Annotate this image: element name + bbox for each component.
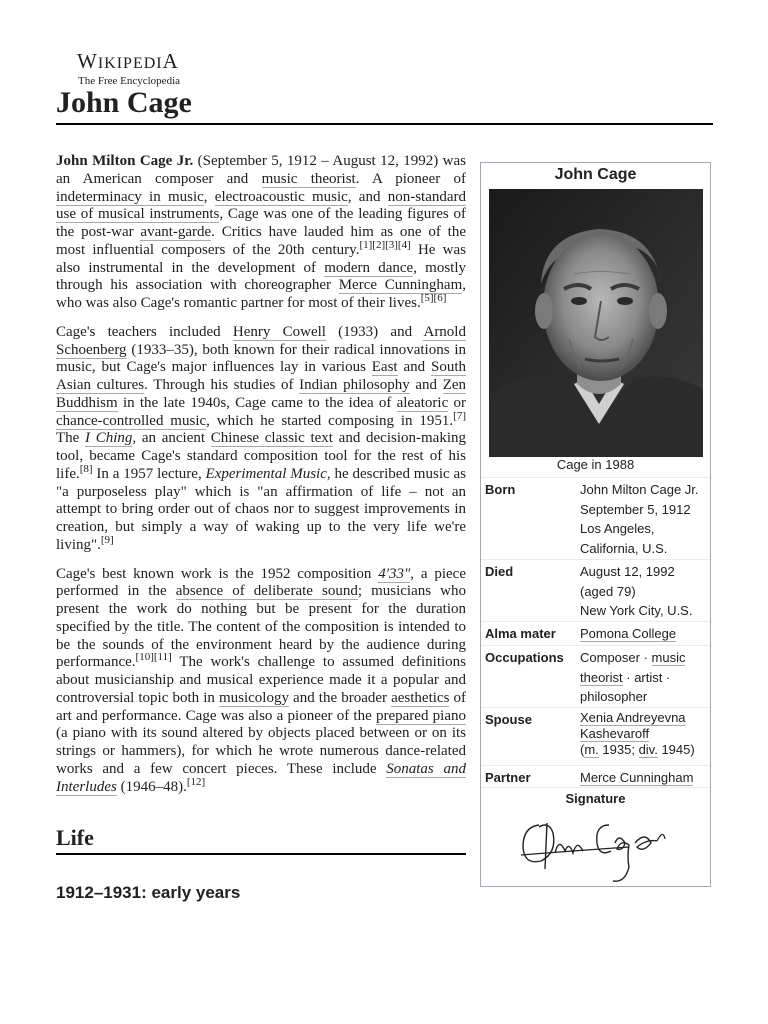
link-chance-controlled-music[interactable]: chance-controlled music <box>56 412 207 429</box>
link-absence-of-sound[interactable]: absence of deliberate sound <box>175 583 358 600</box>
wikipedia-tagline: The Free Encyclopedia <box>78 75 181 87</box>
link-indian-philosophy[interactable]: Indian philosophy <box>299 377 410 393</box>
abbr-married[interactable]: m. <box>584 742 599 757</box>
infobox-row-spouse <box>481 707 710 766</box>
link-merce-cunningham[interactable]: Merce Cunningham <box>338 277 463 294</box>
alma-mater-value <box>580 624 708 644</box>
citation-ref[interactable]: [7] <box>453 409 466 422</box>
alma-mater-label: Alma mater <box>485 626 556 641</box>
link-i-ching[interactable]: I Ching <box>85 430 133 447</box>
spouse-value: Xenia Andreyevna Kashevaroff (m. 1935; div. 1945) <box>580 710 695 757</box>
link-nonstandard-instruments[interactable]: non-standard use of musical instruments <box>56 188 467 223</box>
link-south-asian-cultures[interactable]: South Asian cultures <box>56 359 466 393</box>
infobox-row-born <box>481 477 710 560</box>
citation-ref[interactable]: [9] <box>100 533 114 546</box>
occupations-label: Occupations <box>485 650 564 665</box>
infobox <box>480 162 711 887</box>
died-value: August 12, 1992 (aged 79) New York City, U.S. <box>580 564 693 618</box>
subject-name: John Milton Cage Jr. <box>56 153 194 169</box>
portrait-photo[interactable] <box>489 189 703 457</box>
link-arnold-schoenberg[interactable]: Arnold Schoenberg <box>56 323 466 358</box>
wikipedia-wordmark: WIKIPEDIA <box>77 49 179 73</box>
link-pomona-college[interactable]: Pomona College <box>580 626 677 641</box>
article-body <box>56 153 466 807</box>
spouse-label: Spouse <box>485 712 532 727</box>
link-aleatoric[interactable]: aleatoric <box>396 394 449 411</box>
photo-caption: Cage in 1988 <box>556 457 635 472</box>
page-title: John Cage <box>56 86 192 119</box>
infobox-title: John Cage <box>554 166 637 183</box>
infobox-row-partner <box>481 765 710 788</box>
infobox-row-occupations <box>481 645 710 708</box>
lecture-title: Experimental Music <box>205 465 327 482</box>
link-indeterminacy[interactable]: indeterminacy in music <box>56 188 204 205</box>
link-avant-garde[interactable]: avant-garde <box>140 224 212 240</box>
title-divider <box>56 123 713 125</box>
infobox-row-died <box>481 559 710 622</box>
section-heading-life: Life <box>56 825 94 850</box>
link-electroacoustic-music[interactable]: electroacoustic music <box>214 188 348 205</box>
link-merce-cunningham-infobox[interactable]: Merce Cunningham <box>580 770 694 785</box>
signature-image[interactable] <box>511 813 681 888</box>
link-xenia-kashevaroff[interactable]: Xenia Andreyevna Kashevaroff <box>580 710 686 741</box>
link-sonatas-and-interludes[interactable]: Sonatas and Interludes <box>56 760 466 795</box>
wikipedia-logo[interactable] <box>77 50 217 87</box>
born-value: John Milton Cage Jr. September 5, 1912 Los Angeles, California, U.S. <box>580 482 699 556</box>
subsection-heading-early-years: 1912–1931: early years <box>56 883 241 902</box>
link-chinese-classic-text[interactable]: Chinese classic text <box>210 430 333 447</box>
signature-heading: Signature <box>481 787 710 810</box>
partner-label: Partner <box>485 770 531 785</box>
link-musicology[interactable]: musicology <box>218 689 289 706</box>
link-modern-dance[interactable]: modern dance <box>324 259 414 276</box>
paragraph-433: Cage's best known work is the 1952 composition 4′33″, a piece performed in the absence of deliberate sound; musicians who present the work do nothing but be present for the duration specified by the title. The content of the composition is intended to be the sounds of the environment heard by the audience during performance.[10][11] The work's challenge to assumed definitions about musicianship and musical experience made it a popular and controversial topic both in musicology and the broader aesthetics of art and performance. Cage was also a pioneer of the prepared piano (a piano with its sound altered by objects placed between or on its strings or hammers), for which he wrote numerous dance-related works and a few concert pieces. These include Sonatas and Interludes (1946–48).[12] <box>56 565 466 795</box>
citation-ref[interactable]: [8] <box>79 462 93 475</box>
section-divider <box>56 853 466 855</box>
link-zen-buddhism[interactable]: Zen Buddhism <box>56 377 467 411</box>
born-label: Born <box>485 482 516 497</box>
lead-paragraph: John Milton Cage Jr. (September 5, 1912 – August 12, 1992) was an American composer and music theorist. A pioneer of indeterminacy in music, electroacoustic music, and non-standard use of musical instruments, Cage was one of the leading figures of the post-war avant-garde. Critics have lauded him as one of the most influential composers of the 20th century.[1][2][3][4] He was also instrumental in the development of modern dance, mostly through his association with choreographer Merce Cunningham, who was also Cage's romantic partner for most of their lives.[5][6] <box>56 153 467 311</box>
citation-ref[interactable]: [10][11] <box>135 651 172 664</box>
died-label: Died <box>485 564 514 579</box>
link-4-33[interactable]: 4′33″ <box>378 565 411 582</box>
partner-value <box>580 768 708 788</box>
link-music-theorist-infobox[interactable]: music theorist <box>580 650 686 685</box>
abbr-divorced[interactable]: div. <box>638 742 658 757</box>
paragraph-influences: Cage's teachers included Henry Cowell (1933) and Arnold Schoenberg (1933–35), both known for their radical innovations in music, but Cage's major influences lay in various East and South Asian cultures. Through his studies of Indian philosophy and Zen Buddhism in the late 1940s, Cage came to the idea of aleatoric or chance-controlled music, which he started composing in 1951.[7] The I Ching, an ancient Chinese classic text and decision-making tool, became Cage's standard composition tool for the rest of his life.[8] In a 1957 lecture, Experimental Music, he described music as "a purposeless play" which is "an affirmation of life – not an attempt to bring order out of chaos nor to suggest improvements in creation, but simply a way of waking up to the very life we're living".[9] <box>56 323 467 553</box>
link-music-theorist[interactable]: music theorist <box>261 170 356 187</box>
link-henry-cowell[interactable]: Henry Cowell <box>232 323 326 340</box>
citation-ref[interactable]: [5][6] <box>420 292 447 304</box>
citation-ref[interactable]: [12] <box>186 775 206 788</box>
link-east[interactable]: East <box>371 359 398 376</box>
link-prepared-piano[interactable]: prepared piano <box>375 707 466 724</box>
link-aesthetics[interactable]: aesthetics <box>391 689 450 706</box>
infobox-row-alma-mater <box>481 621 710 646</box>
citation-ref[interactable]: [1][2][3][4] <box>359 238 411 251</box>
occupations-value: Composer · music theorist · artist · philosopher <box>580 650 686 704</box>
